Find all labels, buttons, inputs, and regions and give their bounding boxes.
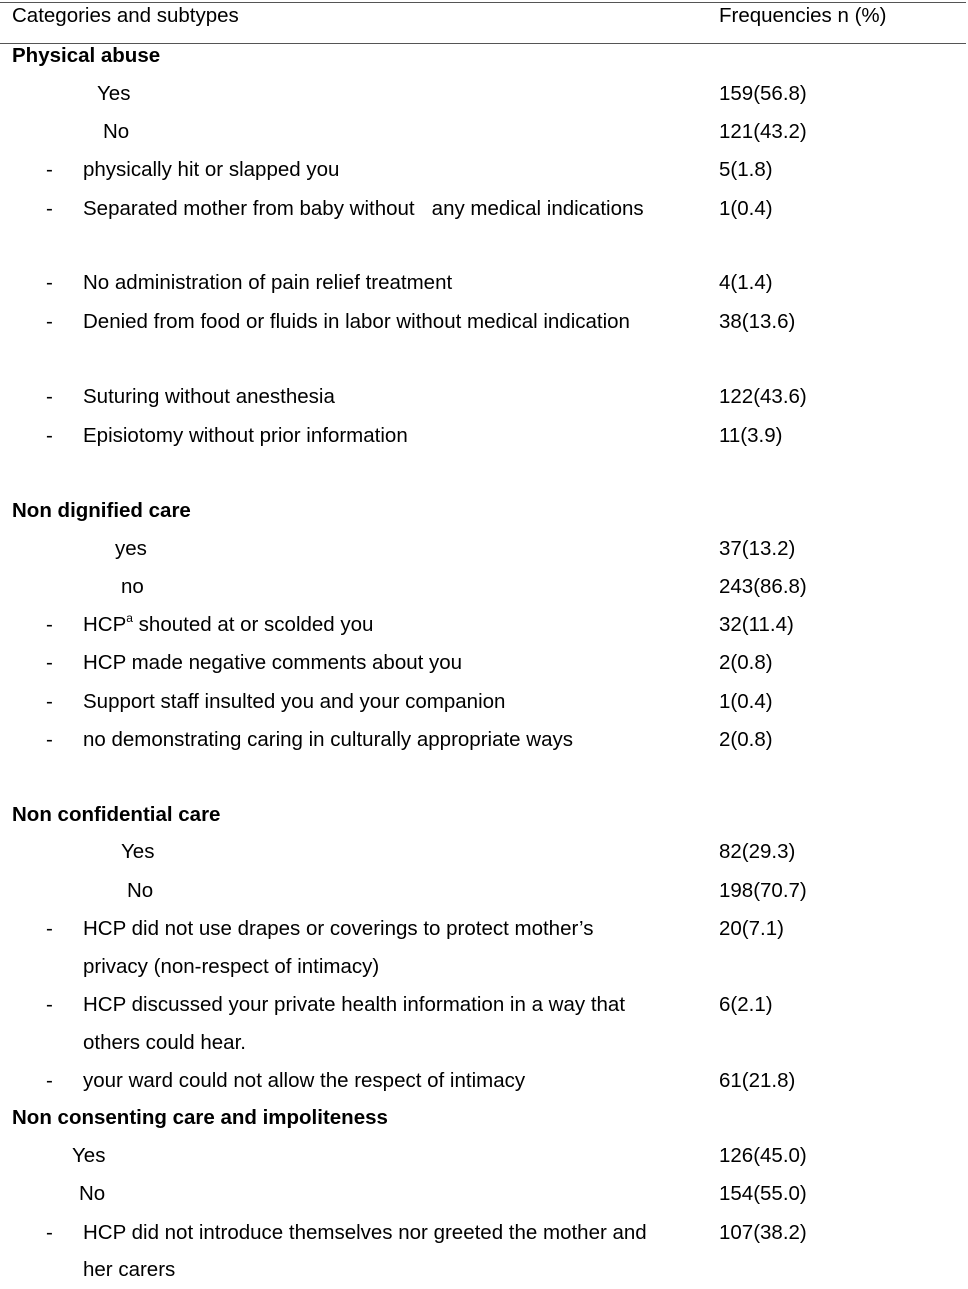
- table-row: [0, 113, 968, 151]
- row-label: physically hit or slapped you: [83, 158, 340, 181]
- row-label: No: [79, 1182, 106, 1205]
- row-dash: -: [46, 158, 53, 181]
- table-row: [0, 644, 968, 682]
- row-value: 159(56.8): [719, 82, 807, 105]
- category-label: Non confidential care: [12, 803, 221, 826]
- category-row: [0, 37, 968, 75]
- row-value: 38(13.6): [719, 310, 796, 333]
- table-row: [0, 264, 968, 302]
- row-label: her carers: [83, 1258, 176, 1281]
- row-label: Yes: [97, 82, 131, 105]
- row-value: 37(13.2): [719, 537, 796, 560]
- row-value: 82(29.3): [719, 840, 796, 863]
- row-value: 107(38.2): [719, 1221, 807, 1244]
- row-value: 243(86.8): [719, 575, 807, 598]
- table-row: [0, 1214, 968, 1252]
- table-row: [0, 303, 968, 341]
- row-label: No: [127, 879, 154, 902]
- table-row: [0, 872, 968, 910]
- category-label: Non dignified care: [12, 499, 191, 522]
- table-row: [0, 75, 968, 113]
- category-row: [0, 796, 968, 834]
- hcp-text: HCP: [83, 613, 127, 636]
- row-value: 61(21.8): [719, 1069, 796, 1092]
- category-label: Physical abuse: [12, 44, 161, 67]
- category-row: [0, 1099, 968, 1137]
- row-label: Separated mother from baby without any medical indications: [83, 197, 644, 220]
- table-row: [0, 683, 968, 721]
- row-label: HCP did not introduce themselves nor greeted the mother and: [83, 1221, 647, 1244]
- table-row: [0, 721, 968, 759]
- row-label: Yes: [121, 840, 155, 863]
- row-label: Support staff insulted you and your companion: [83, 690, 506, 713]
- table-row: [0, 833, 968, 871]
- row-dash: -: [46, 385, 53, 408]
- row-dash: -: [46, 271, 53, 294]
- row-value: 1(0.4): [719, 197, 773, 220]
- row-label: HCP did not use drapes or coverings to protect mother’s: [83, 917, 594, 940]
- row-value: 121(43.2): [719, 120, 807, 143]
- row-dash: -: [46, 424, 53, 447]
- row-value: 6(2.1): [719, 993, 773, 1016]
- row-dash: -: [46, 613, 53, 636]
- row-label: No: [103, 120, 130, 143]
- table-row: [0, 1062, 968, 1100]
- row-dash: -: [46, 1221, 53, 1244]
- row-label: Suturing without anesthesia: [83, 385, 335, 408]
- row-label: HCP made negative comments about you: [83, 651, 463, 674]
- table-row: [0, 910, 968, 948]
- row-label: others could hear.: [83, 1031, 246, 1054]
- table-row: [0, 606, 968, 644]
- row-dash: -: [46, 993, 53, 1016]
- row-label: no: [121, 575, 144, 598]
- category-label: Non consenting care and impoliteness: [12, 1106, 388, 1129]
- row-value: 126(45.0): [719, 1144, 807, 1167]
- row-value: 2(0.8): [719, 728, 773, 751]
- row-value: 2(0.8): [719, 651, 773, 674]
- row-label-rest: shouted at or scolded you: [132, 613, 374, 636]
- table-row-continuation: [0, 1251, 968, 1289]
- row-dash: -: [46, 310, 53, 333]
- table-row: [0, 568, 968, 606]
- row-value: 1(0.4): [719, 690, 773, 713]
- row-label: HCP discussed your private health information in a way that: [83, 993, 626, 1016]
- row-value: 122(43.6): [719, 385, 807, 408]
- row-label: Yes: [72, 1144, 106, 1167]
- row-value: 20(7.1): [719, 917, 784, 940]
- row-dash: -: [46, 651, 53, 674]
- row-label: Denied from food or fluids in labor without medical indication: [83, 310, 630, 333]
- table-row-continuation: [0, 948, 968, 986]
- table-row: [0, 986, 968, 1024]
- row-label: yes: [115, 537, 147, 560]
- table-row: [0, 378, 968, 416]
- table-row: [0, 417, 968, 455]
- row-dash: -: [46, 917, 53, 940]
- row-value: 11(3.9): [719, 424, 783, 447]
- table-row: [0, 1175, 968, 1213]
- row-value: 154(55.0): [719, 1182, 807, 1205]
- table-row: [0, 530, 968, 568]
- row-label: privacy (non-respect of intimacy): [83, 955, 380, 978]
- row-dash: -: [46, 728, 53, 751]
- row-value: 198(70.7): [719, 879, 807, 902]
- row-dash: -: [46, 197, 53, 220]
- row-label: your ward could not allow the respect of intimacy: [83, 1069, 526, 1092]
- row-value: 5(1.8): [719, 158, 773, 181]
- row-dash: -: [46, 1069, 53, 1092]
- table-row-continuation: [0, 1024, 968, 1062]
- table-row: [0, 190, 968, 228]
- table-row: [0, 1137, 968, 1175]
- header-frequencies: Frequencies n (%): [719, 4, 887, 27]
- row-label: [83, 606, 373, 644]
- row-label: no demonstrating caring in culturally appropriate ways: [83, 728, 573, 751]
- row-value: 32(11.4): [719, 613, 794, 636]
- header-row: [0, 0, 968, 35]
- table-row: [0, 151, 968, 189]
- row-dash: -: [46, 690, 53, 713]
- category-row: [0, 492, 968, 530]
- footnote-marker: a: [126, 611, 133, 625]
- row-label: Episiotomy without prior information: [83, 424, 408, 447]
- header-categories: Categories and subtypes: [12, 4, 239, 27]
- row-label: No administration of pain relief treatment: [83, 271, 453, 294]
- row-value: 4(1.4): [719, 271, 773, 294]
